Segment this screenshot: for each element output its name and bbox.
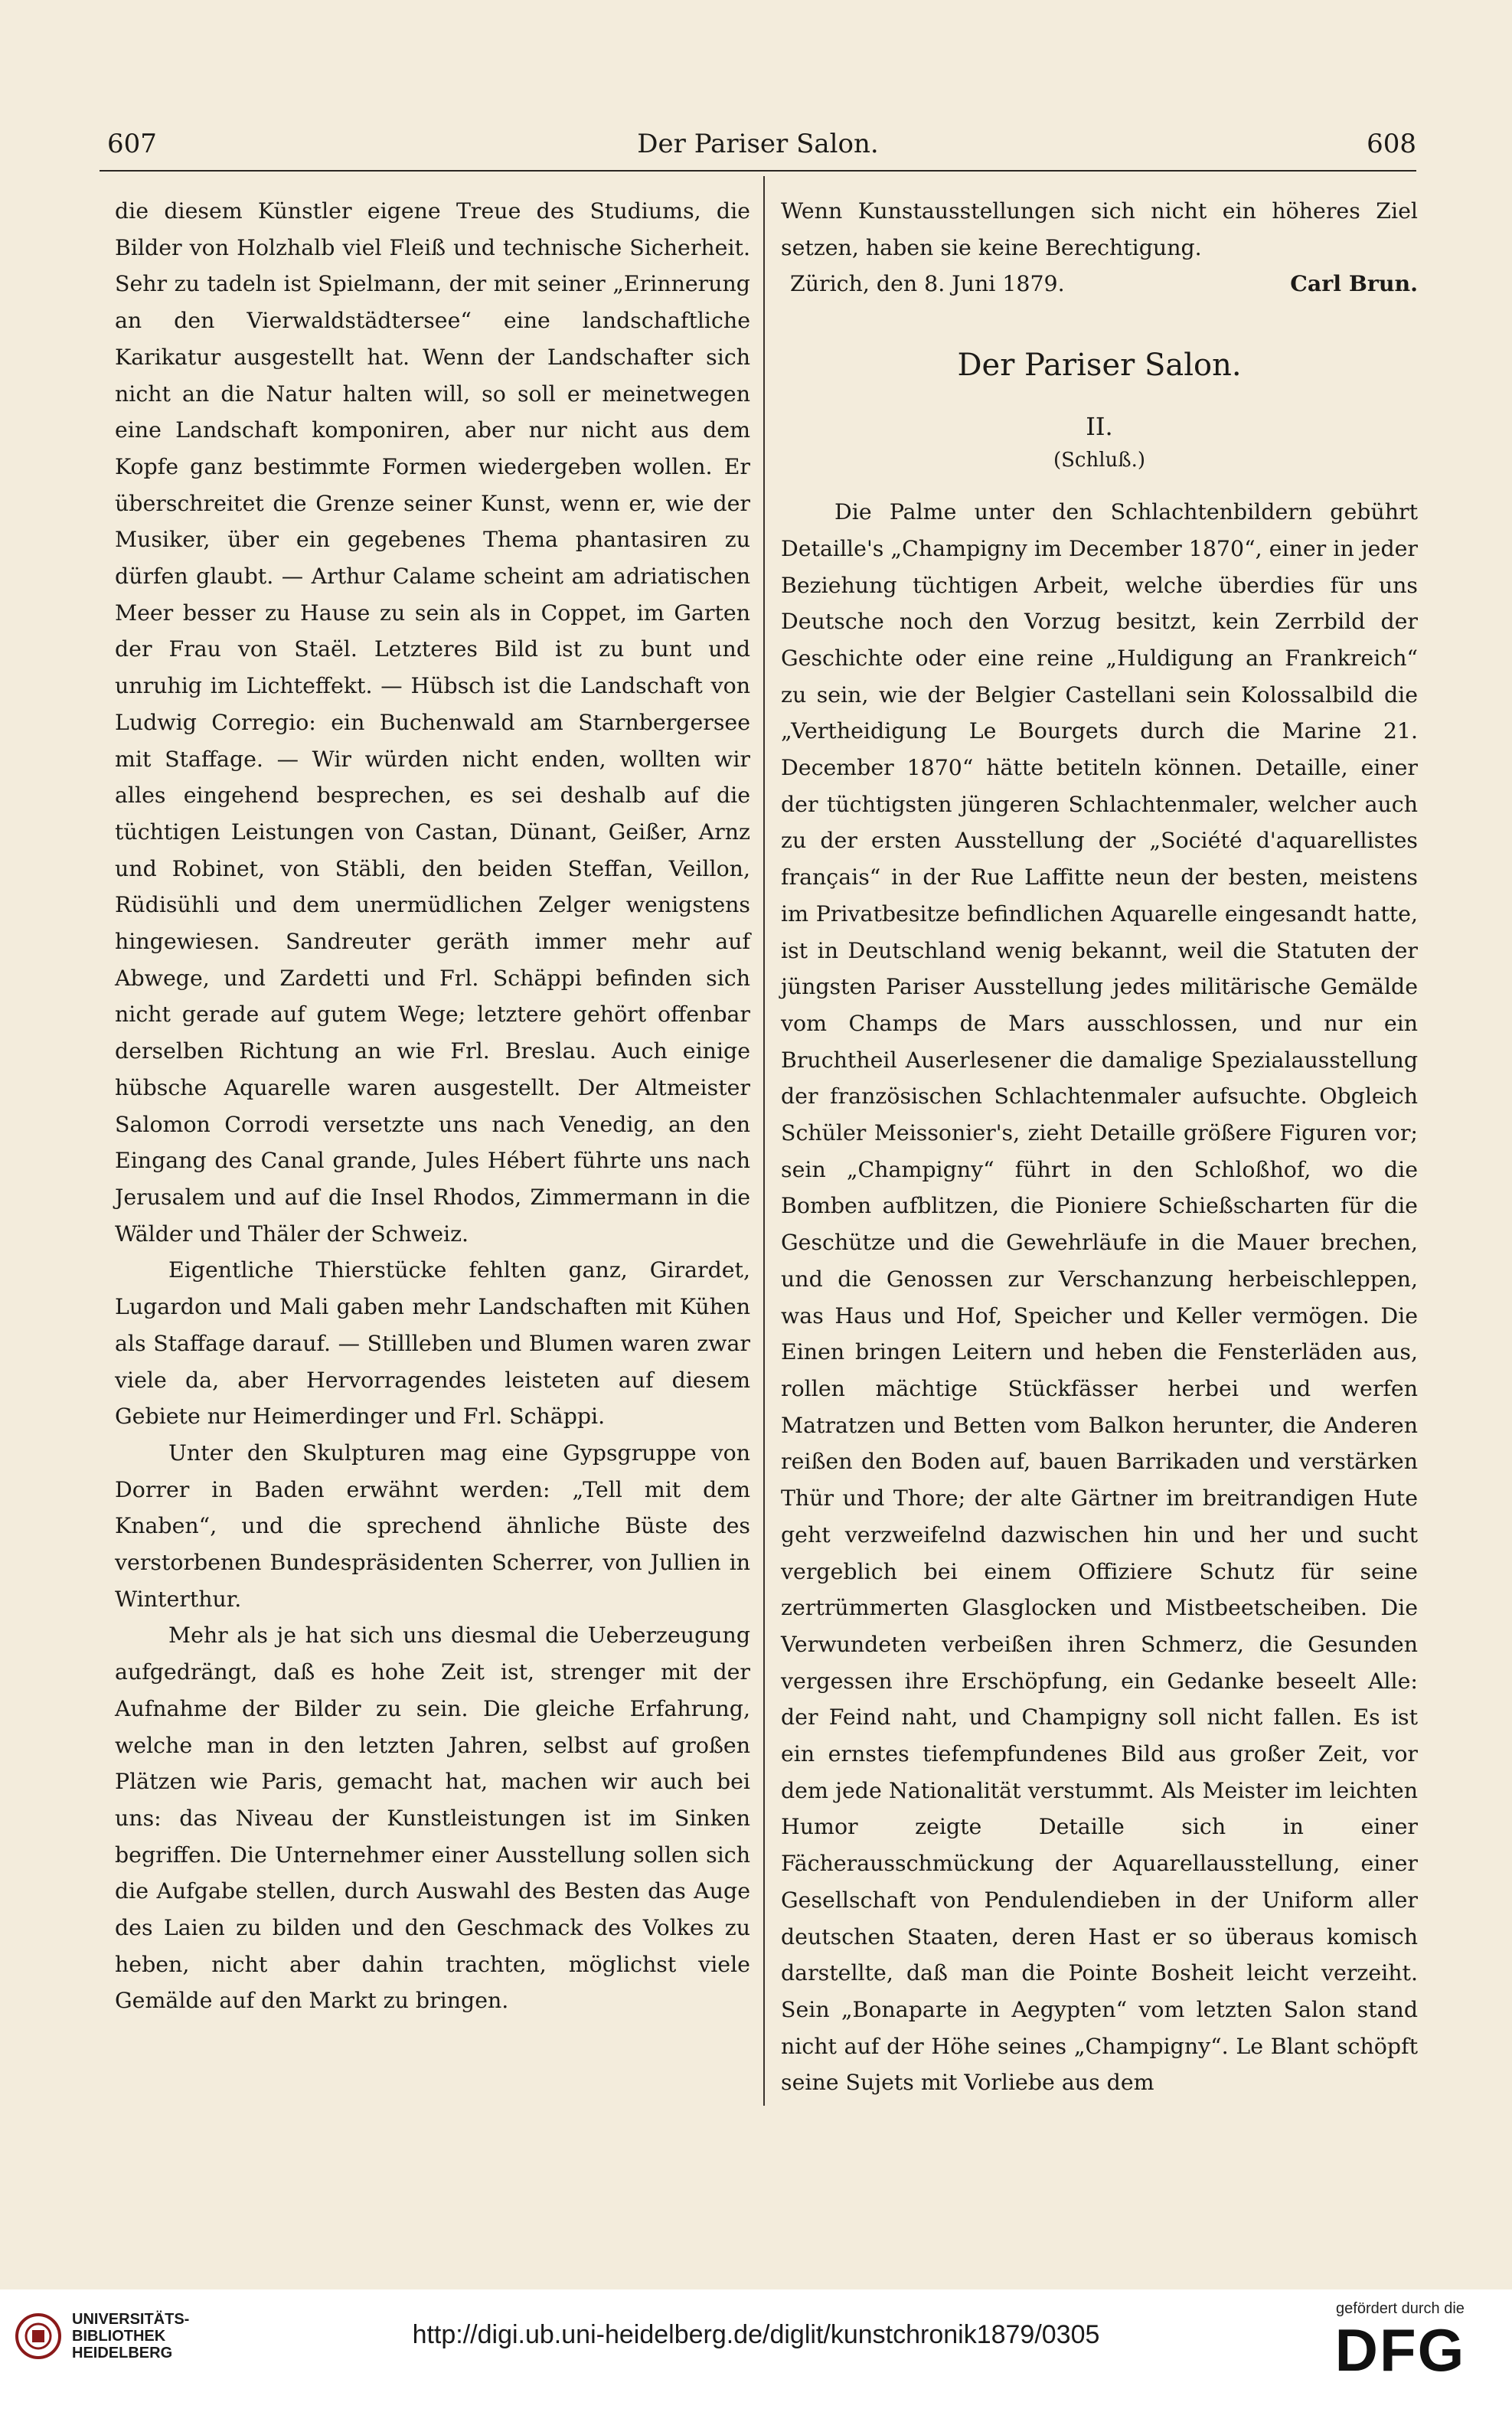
permalink-url[interactable]: http://digi.ub.uni-heidelberg.de/diglit/kunstchronik1879/0305 [412,2320,1100,2349]
digitization-footer [0,2289,1512,2412]
dateline: Zürich, den 8. Juni 1879. [790,271,1065,297]
closing-paragraph: Wenn Kunstausstellungen sich nicht ein höheres Ziel setzen, haben sie keine Berechtigung. [781,198,1418,260]
dateline-signature [781,266,1418,302]
funder-block [1308,2300,1492,2382]
dfg-logo: DFG [1334,2316,1466,2384]
running-title: Der Pariser Salon. [637,129,879,159]
author-signature: Carl Brun. [1290,270,1418,297]
funding-note: gefördert durch die [1336,2300,1465,2317]
page-number-right: 608 [1367,129,1416,159]
paragraph: die diesem Künstler eigene Treue des Studiums, die Bilder von Holzhalb viel Fleiß und technische Sicherheit. Sehr zu tadeln ist Spielmann, der mit seiner „Erinnerung an den Vierwaldstädtersee“ eine landschaftliche Karikatur ausgestellt hat. Wenn der Landschafter sich nicht an die Natur halten will, so soll er meinetwegen eine Landschaft komponiren, aber nur nicht aus dem Kopfe ganz bestimmte Formen wiedergeben wollen. Er überschreitet die Grenze seiner Kunst, wenn er, wie der Musiker, über ein gegebenes Thema phantasiren zu dürfen glaubt. — Arthur Calame scheint am adriatischen Meer besser zu Hause zu sein als in Coppet, im Garten der Frau von Staël. Letzteres Bild ist zu bunt und unruhig im Lichteffekt. — Hübsch ist die Landschaft von Ludwig Corregio: ein Buchenwald am Starnbergersee mit Staffage. — Wir würden nicht enden, wollten wir alles eingehend besprechen, es sei deshalb auf die tüchtigen Leistungen von Castan, Dünant, Geißer, Arnz und Robinet, von Stäbli, den beiden Steffan, Veillon, Rüdisühli und dem unermüdlichen Zelger wenigstens hingewiesen. Sandreuter geräth immer mehr auf Abwege, und Zardetti und Frl. Schäppi befinden sich nicht gerade auf gutem Wege; letztere gehört offenbar derselben Richtung an wie Frl. Breslau. Auch einige hübsche Aquarelle waren ausgestellt. Der Altmeister Salomon Corrodi versetzte uns nach Venedig, an den Eingang des Canal grande, Jules Hébert führte uns nach Jerusalem und auf die Insel Rhodos, Zimmermann in die Wälder und Thäler der Schweiz. [115,198,750,1247]
article-title: Der Pariser Salon. [957,348,1242,384]
paragraph: Mehr als je hat sich uns diesmal die Ueberzeugung aufgedrängt, daß es hohe Zeit ist, strenger mit der Aufnahme der Bilder zu sein. Die gleiche Erfahrung, welche man in den letzten Jahren, selbst auf großen Plätzen wie Paris, gemacht hat, machen wir auch bei uns: das Niveau der Kunstleistungen ist im Sinken begriffen. Die Unternehmer einer Ausstellung sollen sich die Aufgabe stellen, durch Auswahl des Besten das Auge des Laien zu bilden und den Geschmack des Volkes zu heben, nicht aber dahin trachten, möglichst viele Gemälde auf den Markt zu bringen. [115,1623,750,2014]
header-rule [100,170,1416,172]
library-name: UNIVERSITÄTS- BIBLIOTHEK HEIDELBERG [72,2311,190,2361]
article-part: II. [1086,412,1113,442]
page-number-left: 607 [107,129,157,159]
article-note: (Schluß.) [1053,449,1146,472]
page-header [100,129,1416,175]
right-column [781,193,1418,2101]
column-divider [763,176,765,2106]
paragraph: Die Palme unter den Schlachtenbildern gebührt Detaille's „Champigny im December 1870“, einer in jeder Beziehung tüchtigen Arbeit, welche überdies für uns Deutsche noch den Vorzug besitzt, kein Zerrbild der Geschichte oder eine reine „Huldigung an Frankreich“ zu sein, wie der Belgier Castellani sein Kolossalbild die „Vertheidigung Le Bourgets durch die Marine 21. December 1870“ hätte betiteln können. Detaille, einer der tüchtigsten jüngeren Schlachtenmaler, welcher auch zu der ersten Ausstellung der „Société d'aquarellistes français“ in der Rue Laffitte neun der besten, meistens im Privatbesitze befindlichen Aquarelle eingesandt hatte, ist in Deutschland wenig bekannt, weil die Statuten der jüngsten Pariser Ausstellung jedes militärische Gemälde vom Champs de Mars ausschlossen, und nur ein Bruchtheil Auserlesener die damalige Spezialausstellung der französischen Schlachtenmaler aufsuchte. Obgleich Schüler Meissonier's, zieht Detaille größere Figuren vor; sein „Champigny“ führt in den Schloßhof, wo die Bomben aufblitzen, die Pioniere Schießscharten für die Geschütze und die Gewehrläufe in die Mauer brechen, und die Genossen zur Verschanzung herbeischleppen, was Haus und Hof, Speicher und Keller vermögen. Die Einen bringen Leitern und heben die Fensterläden aus, rollen mächtige Stückfässer herbei und werfen Matratzen und Betten vom Balkon herunter, die Anderen reißen den Boden auf, bauen Barrikaden und verstärken Thür und Thore; der alte Gärtner im breitrandigen Hute geht verzweifelnd dazwischen hin und her und sucht vergeblich bei einem Offiziere Schutz für seine zertrümmerten Glasglocken und Mistbeetscheiben. Die Verwundeten verbeißen ihren Schmerz, die Gesunden vergessen ihre Erschöpfung, ein Gedanke beseelt Alle: der Feind naht, und Champigny soll nicht fallen. Es ist ein ernstes tiefempfundenes Bild aus großer Zeit, vor dem jede Nationalität verstummt. Als Meister im leichten Humor zeigte Detaille sich in einer Fächerausschmückung der Aquarellausstellung, einer Gesellschaft von Pendulendieben in der Uniform aller deutschen Staaten, deren Hast er so überaus komisch darstellte, daß man die Pointe Bosheit leicht verzeiht. Sein „Bonaparte in Aegypten“ vom letzten Salon stand nicht auf der Höhe seines „Champigny“. Le Blant schöpft seine Sujets mit Vorliebe aus dem [781,499,1418,2096]
paragraph: Eigentliche Thierstücke fehlten ganz, Girardet, Lugardon und Mali gaben mehr Landschaften mit Kühen als Staffage darauf. — Stillleben und Blumen waren zwar viele da, aber Hervorragendes leisteten auf diesem Gebiete nur Heimerdinger und Frl. Schäppi. [115,1257,750,1430]
paragraph: Unter den Skulpturen mag eine Gypsgruppe von Dorrer in Baden erwähnt werden: „Tell mit dem Knaben“, und die sprechend ähnliche Büste des verstorbenen Bundespräsidenten Scherrer, von Jullien in Winterthur. [115,1440,750,1612]
left-column [115,193,750,2019]
